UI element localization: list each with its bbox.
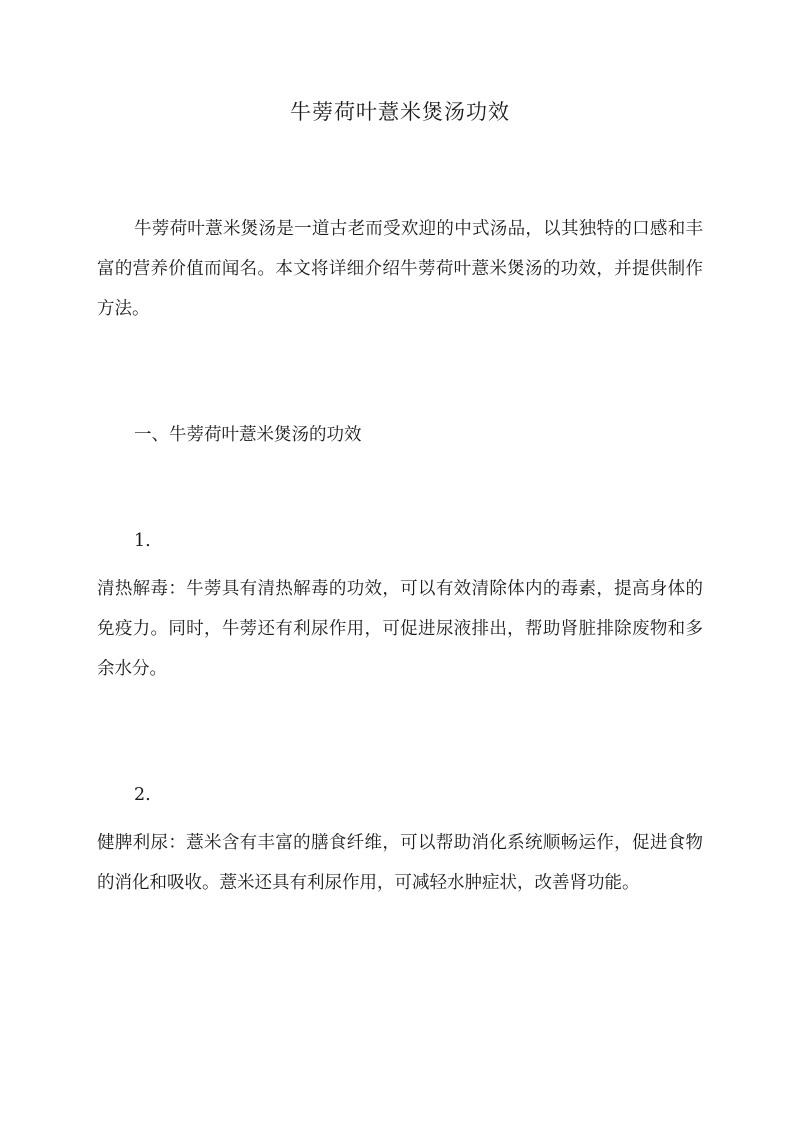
- list-item-text: 健脾利尿：薏米含有丰富的膳食纤维，可以帮助消化系统顺畅运作，促进食物的消化和吸收。薏米还具有利尿作用，可减轻水肿症状，改善肾功能。: [97, 833, 703, 893]
- list-item-text: 清热解毒：牛蒡具有清热解毒的功效，可以有效清除体内的毒素，提高身体的免疫力。同时，牛蒡还有利尿作用，可促进尿液排出，帮助肾脏排除废物和多余水分。: [97, 579, 703, 679]
- document-title: 牛蒡荷叶薏米煲汤功效: [290, 100, 510, 124]
- list-item-number: 2.: [134, 785, 151, 805]
- intro-paragraph: 牛蒡荷叶薏米煲汤是一道古老而受欢迎的中式汤品，以其独特的口感和丰富的营养价值而闻名。本文将详细介绍牛蒡荷叶薏米煲汤的功效，并提供制作方法。: [97, 219, 703, 319]
- section-heading: 一、牛蒡荷叶薏米煲汤的功效: [134, 425, 362, 445]
- list-item-number: 1.: [134, 531, 151, 551]
